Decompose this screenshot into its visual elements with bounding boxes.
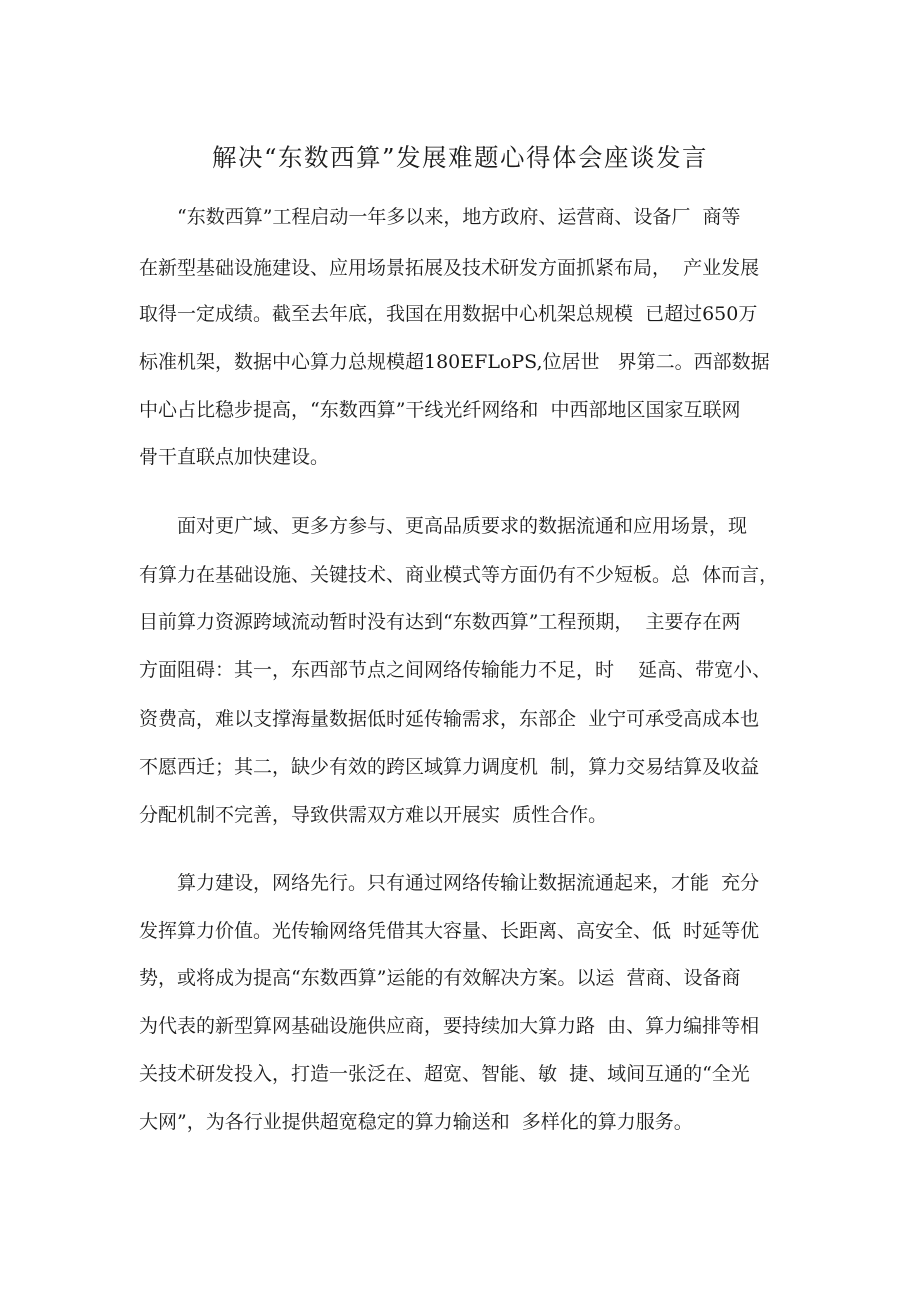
paragraph-line: 为代表的新型算网基础设施供应商，要持续加大算力路 由、算力编排等相	[139, 1015, 760, 1037]
paragraph-line: 有算力在基础设施、关键技术、商业模式等方面仍有不少短板。总 体而言，	[139, 564, 779, 586]
paragraph-line: 在新型基础设施建设、应用场景拓展及技术研发方面抓紧布局， 产业发展	[139, 257, 760, 279]
paragraph-line: 取得一定成绩。截至去年底，我国在用数据中心机架总规模 已超过650万	[139, 303, 758, 325]
paragraph-line: 骨干直联点加快建设。	[139, 446, 330, 468]
paragraph-line: 势，或将成为提高“东数西算”运能的有效解决方案。以运 营商、设备商	[139, 967, 741, 989]
paragraph-line: 大网”，为各行业提供超宽稳定的算力输送和 多样化的算力服务。	[139, 1111, 693, 1133]
paragraph-line: 方面阻碍：其一，东西部节点之间网络传输能力不足，时 延高、带宽小、	[139, 659, 772, 681]
paragraph-line: 中心占比稳步提高，“东数西算”干线光纤网络和 中西部地区国家互联网	[139, 399, 741, 421]
paragraph-line: 标准机架，数据中心算力总规模超180EFLoPS,位居世 界第二。西部数据	[139, 351, 770, 373]
document-title: 解决“东数西算”发展难题心得体会座谈发言	[211, 143, 709, 172]
paragraph-line: 发挥算力价值。光传输网络凭借其大容量、长距离、高安全、低 时延等优	[139, 920, 760, 942]
paragraph-line: “东数西算”工程启动一年多以来，地方政府、运营商、设备厂 商等	[177, 206, 741, 228]
paragraph-line: 分配机制不完善，导致供需双方难以开展实 质性合作。	[139, 804, 608, 826]
paragraph-line: 不愿西迁；其二，缺少有效的跨区域算力调度机 制，算力交易结算及收益	[139, 756, 760, 778]
paragraph-line: 面对更广域、更多方参与、更高品质要求的数据流通和应用场景，现	[177, 515, 748, 537]
paragraph-line: 关技术研发投入，打造一张泛在、超宽、智能、敏 捷、域间互通的“全光	[139, 1063, 750, 1085]
paragraph-line: 目前算力资源跨域流动暂时没有达到“东数西算”工程预期， 主要存在两	[139, 611, 741, 633]
paragraph-line: 算力建设，网络先行。只有通过网络传输让数据流通起来，才能 充分	[177, 872, 760, 894]
paragraph-line: 资费高，难以支撑海量数据低时延传输需求，东部企 业宁可承受高成本也	[139, 708, 760, 730]
